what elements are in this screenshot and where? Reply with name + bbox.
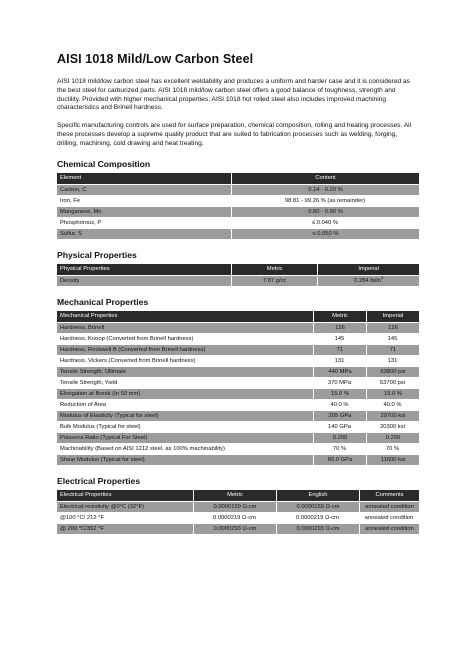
cell: 0.60 - 0.90 % — [231, 207, 419, 218]
cell: Tensile Strength, Yield — [57, 378, 313, 389]
cell: 0.290 — [366, 433, 419, 444]
cell: 0.14 - 0.20 % — [231, 185, 419, 196]
cell: 140 GPa — [313, 422, 366, 433]
cell: Iron, Fe — [57, 196, 231, 207]
chemical-header-element: Element — [57, 173, 231, 185]
electrical-header-metric: Metric — [193, 490, 276, 502]
table-row — [57, 185, 419, 196]
electrical-header-name: Electrical Properties — [57, 490, 193, 502]
table-row — [57, 513, 419, 524]
cell: 126 — [313, 323, 366, 334]
cell: Poissons Ratio (Typical For Steel) — [57, 433, 313, 444]
table-row — [57, 400, 419, 411]
page-title: AISI 1018 Mild/Low Carbon Steel — [57, 52, 254, 66]
cell: 63800 psi — [366, 367, 419, 378]
cell: annealed condition — [359, 524, 419, 535]
cell: 40.0 % — [313, 400, 366, 411]
cell: annealed condition — [359, 513, 419, 524]
mechanical-table — [57, 311, 419, 466]
table-row — [57, 422, 419, 433]
mechanical-header-imperial: Imperial — [366, 311, 419, 323]
cell: 145 — [366, 334, 419, 345]
cell: Shear Modulus (Typical for steel) — [57, 455, 313, 466]
cell: Tensile Strength, Ultimate — [57, 367, 313, 378]
cell: 70 % — [366, 444, 419, 455]
cell: Hardness, Knoop (Converted from Brinell hardness) — [57, 334, 313, 345]
cell: Reduction of Area — [57, 400, 313, 411]
electrical-header-comments: Comments — [359, 490, 419, 502]
cell: Hardness, Brinell — [57, 323, 313, 334]
cell: 98.81 - 99.26 % (as remainder) — [231, 196, 419, 207]
cell — [317, 276, 419, 287]
table-row — [57, 323, 419, 334]
chemical-table — [57, 173, 419, 240]
cell: 131 — [313, 356, 366, 367]
cell: 70 % — [313, 444, 366, 455]
cell: annealed condition — [359, 502, 419, 513]
cell: ≤ 0.050 % — [231, 229, 419, 240]
table-row — [57, 218, 419, 229]
mechanical-header-name: Mechanical Properties — [57, 311, 313, 323]
document-page — [57, 52, 419, 535]
cell: Electrical resistivity @0°C (32°F) — [57, 502, 193, 513]
cell: 40.0 % — [366, 400, 419, 411]
cell: 53700 psi — [366, 378, 419, 389]
physical-heading: Physical Properties — [57, 249, 137, 260]
physical-table — [57, 264, 419, 287]
table-row — [57, 378, 419, 389]
cell: 71 — [366, 345, 419, 356]
cell: Hardness, Vickers (Converted from Brinell hardness) — [57, 356, 313, 367]
table-row — [57, 444, 419, 455]
table-row — [57, 345, 419, 356]
mechanical-header-metric: Metric — [313, 311, 366, 323]
cell: 0.0000159 Ω-cm — [276, 502, 359, 513]
cell: 0.0000219 Ω-cm — [276, 513, 359, 524]
density-exponent: 3 — [380, 274, 384, 280]
table-row — [57, 334, 419, 345]
chemical-heading: Chemical Composition — [57, 158, 151, 169]
mechanical-heading: Mechanical Properties — [57, 296, 149, 307]
chemical-header-content: Content — [231, 173, 419, 185]
cell: 145 — [313, 334, 366, 345]
cell: Phosphorous, P — [57, 218, 231, 229]
cell: 440 MPa — [313, 367, 366, 378]
table-row — [57, 433, 419, 444]
cell: 7.87 g/cc — [231, 276, 317, 287]
cell: Bulk Modulus (Typical for steel) — [57, 422, 313, 433]
electrical-heading: Electrical Properties — [57, 475, 141, 486]
table-row — [57, 411, 419, 422]
table-row — [57, 207, 419, 218]
electrical-header-english: English — [276, 490, 359, 502]
cell: 0.290 — [313, 433, 366, 444]
cell: Modulus of Elasticity (Typical for steel) — [57, 411, 313, 422]
cell: 126 — [366, 323, 419, 334]
cell: 80.0 GPa — [313, 455, 366, 466]
cell: 0.0000293 Ω-cm — [193, 524, 276, 535]
cell: Carbon, C — [57, 185, 231, 196]
cell: Hardness, Rockwell B (Converted from Brinell hardness) — [57, 345, 313, 356]
table-row — [57, 524, 419, 535]
table-row — [57, 276, 419, 287]
cell: Manganese, Mn — [57, 207, 231, 218]
cell: 20300 ksi — [366, 422, 419, 433]
cell: @ 200 °C/392 °F — [57, 524, 193, 535]
cell: 205 GPa — [313, 411, 366, 422]
physical-header-metric: Metric — [231, 264, 317, 276]
table-row — [57, 229, 419, 240]
table-row — [57, 196, 419, 207]
cell: 15.0 % — [313, 389, 366, 400]
cell: 131 — [366, 356, 419, 367]
cell: 71 — [313, 345, 366, 356]
physical-header-name: Physical Properties — [57, 264, 231, 276]
cell: Machinability (Based on AISI 1212 steel. as 100% machinability) — [57, 444, 313, 455]
cell: Sulfur, S — [57, 229, 231, 240]
cell: ≤ 0.040 % — [231, 218, 419, 229]
cell: 11600 ksi — [366, 455, 419, 466]
table-row — [57, 356, 419, 367]
density-imperial-value: 0.284 lb/in — [354, 277, 381, 284]
table-row — [57, 455, 419, 466]
intro-paragraph-1: AISI 1018 mild/low carbon steel has excellent weldability and produces a uniform and harder case and it is considered as the best steel for carburized parts. AISI 1018 mild/low carbon steel offers a good balance of toughness, strength and ductility. Provided with higher mechanical properties, AISI 1018 hot rolled steel also includes improved machining characteristics and Brinell hardness. — [57, 78, 410, 112]
table-row — [57, 367, 419, 378]
cell: 0.0000219 Ω-cm — [193, 513, 276, 524]
cell: Elongation at Break (In 50 mm) — [57, 389, 313, 400]
table-row — [57, 502, 419, 513]
cell: 0.0000293 Ω-cm — [276, 524, 359, 535]
intro-paragraph-2: Specific manufacturing controls are used for surface preparation, chemical composition, rolling and heating processes. All these processes develop a supreme quality product that are suited to fabrication processes such as welding, forging, drilling, machining, cold drawing and heat treating. — [57, 122, 412, 147]
cell: @100 °C/ 212 °F — [57, 513, 193, 524]
cell: 370 MPa — [313, 378, 366, 389]
cell: Density — [57, 276, 231, 287]
electrical-table — [57, 490, 419, 535]
table-row — [57, 389, 419, 400]
cell: 15.0 % — [366, 389, 419, 400]
cell: 29700 ksi — [366, 411, 419, 422]
cell: 0.0000159 Ω-cm — [193, 502, 276, 513]
physical-header-imperial: Imperial — [317, 264, 419, 276]
